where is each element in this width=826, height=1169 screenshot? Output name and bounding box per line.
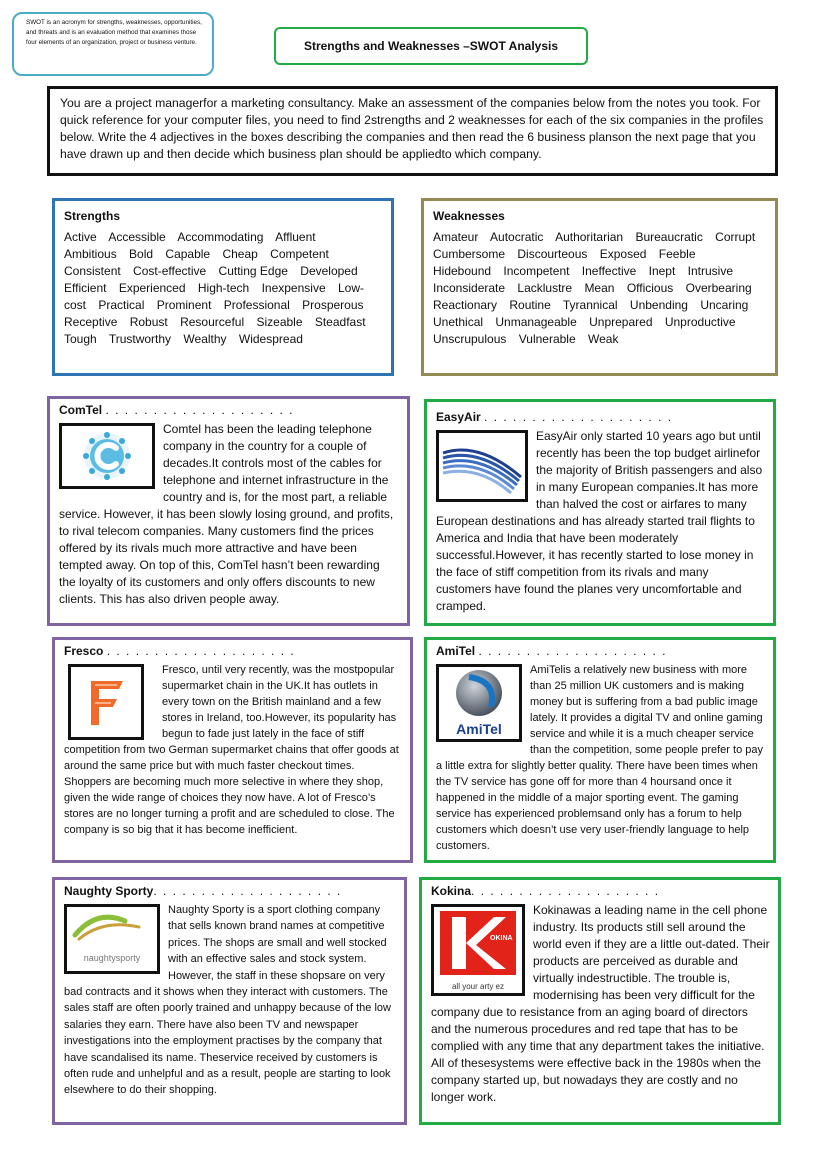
weaknesses-word: Tyrannical — [562, 298, 618, 312]
weaknesses-word: Unproductive — [664, 315, 736, 329]
strengths-word: Robust — [129, 315, 168, 329]
company-name-kokina — [431, 884, 770, 898]
strengths-word: Cost-effective — [133, 264, 207, 278]
easyair-logo — [436, 430, 528, 502]
strengths-word: Resourceful — [180, 315, 245, 329]
strengths-panel — [52, 198, 394, 376]
strengths-word: Steadfast — [314, 315, 366, 329]
company-name-easyair — [436, 410, 765, 424]
fresco-f-icon — [71, 667, 141, 737]
answer-line-amitel: . . . . . . . . . . . . . . . . . . . . — [478, 644, 667, 658]
strengths-word: Prominent — [156, 298, 212, 312]
company-naughty-sporty — [52, 877, 407, 1125]
kokina-logo-text: OKINA — [490, 935, 513, 942]
weaknesses-word: Overbearing — [685, 281, 752, 295]
strengths-word: Consistent — [64, 264, 121, 278]
company-kokina — [419, 877, 781, 1125]
company-description-amitel: AmiTelis a relatively new business with more than 25 million UK customers and is making money but is suffering from a bad public image lately. It provides a digital TV and online gaming service and while it is a much cheaper service than the competition, some people prefer to pay a little extra for slightly better quality. There have been times when the TV service has gone off for more than 4 hoursand once it happened in the middle of a major sporting event. The gaming service has experienced problemsand only has a forum to help customers which doesn’t use very user-friendly language to help customers. — [436, 664, 763, 852]
company-name-comtel-text: ComTel — [59, 403, 103, 417]
strengths-word: Accessible — [108, 230, 166, 244]
weaknesses-word: Vulnerable — [518, 332, 576, 346]
kokina-logo-tagline: all your arty ez — [451, 982, 505, 991]
company-description-kokina: Kokinawas a leading name in the cell phone industry. Its products still sell around the world even if they are a little out-dated. Their products are perceived as durable and virtually indestructible. The trouble is, modernising has been very difficult for the company due to resistance from an aging board of directors and the numerous procedures and red tape that has to be complied with any time that any department takes the initiative. All of thesesystems were effective back in the 1980s when the company started up, but nowadays they are costly and no longer work. — [431, 903, 770, 1104]
weaknesses-word: Discourteous — [517, 247, 588, 261]
weaknesses-word: Unscrupulous — [433, 332, 507, 346]
strengths-word: Ambitious — [64, 247, 117, 261]
page-title-text: Strengths and Weaknesses –SWOT Analysis — [303, 39, 559, 53]
weaknesses-word: Inept — [648, 264, 676, 278]
strengths-word: Wealthy — [183, 332, 227, 346]
strengths-word: Experienced — [118, 281, 186, 295]
company-description-fresco: Fresco, until very recently, was the mostpopular supermarket chain in the UK.It has outlets in every town on the British mainland and a few stores in Ireland, too.However, its popularity has begun to fade just lately in the face of stiff competition from two German supermarket chains that offer goods at around the same price but with much faster checkout times. Shoppers are becoming much more selective in where they shop, given the wide range of choices they now have. A lot of Fresco’s stores are no longer turning a profit and are scheduled to close. The company is so big that it has become inefficient. — [64, 664, 399, 836]
comtel-logo-icon — [62, 426, 152, 486]
weaknesses-word: Mean — [584, 281, 615, 295]
strengths-word: Bold — [129, 247, 154, 261]
amitel-globe-icon — [439, 667, 519, 719]
strengths-word: Tough — [64, 332, 97, 346]
task-instructions — [47, 86, 778, 176]
weaknesses-word: Exposed — [599, 247, 647, 261]
amitel-logo — [436, 664, 522, 742]
strengths-word: Competent — [270, 247, 329, 261]
weaknesses-word: Feeble — [658, 247, 696, 261]
strengths-word: Trustworthy — [108, 332, 172, 346]
kokina-logo — [431, 904, 525, 996]
weaknesses-word: Corrupt — [715, 230, 756, 244]
company-comtel — [47, 396, 410, 626]
weaknesses-word: Autocratic — [490, 230, 544, 244]
weaknesses-word-list — [433, 229, 767, 348]
company-easyair — [424, 399, 776, 626]
fresco-logo — [68, 664, 144, 740]
answer-line-naughty-sporty: . . . . . . . . . . . . . . . . . . . . — [153, 884, 342, 898]
company-amitel — [424, 637, 776, 863]
strengths-word: Cutting Edge — [218, 264, 288, 278]
strengths-word: Sizeable — [256, 315, 303, 329]
strengths-word: Accommodating — [177, 230, 264, 244]
page-title — [274, 27, 588, 65]
task-instructions-text: You are a project managerfor a marketing consultancy. Make an assessment of the companies below from the notes you took. For quick reference for your computer files, you need to find 2strengths and 2 weaknesses for each of the six companies in the profiles below. Write the 4 adjectives in the boxes describing the companies and then read the 6 business planson the next page that you have drawn up and then decide which business plan should be appliedto which company. — [60, 96, 764, 161]
strengths-word: Capable — [165, 247, 211, 261]
weaknesses-word: Reactionary — [433, 298, 498, 312]
acronym-note-text: SWOT is an acronym for strengths, weaknesses, opportunities, and threats and is an evaluation method that examines those four elements of an organization, project or business venture. — [26, 19, 202, 46]
weaknesses-word: Incompetent — [503, 264, 570, 278]
naughty-sporty-logo-text: naughtysporty — [83, 953, 141, 963]
strengths-word-list — [64, 229, 383, 348]
answer-line-comtel: . . . . . . . . . . . . . . . . . . . . — [105, 403, 294, 417]
weaknesses-word: Authoritarian — [555, 230, 624, 244]
weaknesses-word: Weak — [588, 332, 619, 346]
weaknesses-word: Bureaucratic — [635, 230, 703, 244]
weaknesses-panel — [421, 198, 778, 376]
weaknesses-word: Unethical — [433, 315, 484, 329]
weaknesses-word: Amateur — [433, 230, 479, 244]
comtel-logo — [59, 423, 155, 489]
strengths-word: High-tech — [197, 281, 250, 295]
company-name-amitel-text: AmiTel — [436, 644, 476, 658]
company-name-naughty-sporty — [64, 884, 396, 898]
weaknesses-word: Inconsiderate — [433, 281, 506, 295]
company-name-comtel — [59, 403, 399, 417]
weaknesses-title: Weaknesses — [433, 209, 505, 223]
company-name-fresco-text: Fresco — [64, 644, 104, 658]
weaknesses-word: Hidebound — [433, 264, 492, 278]
strengths-word: Efficient — [64, 281, 107, 295]
easyair-wing-icon — [439, 433, 525, 499]
kokina-k-icon — [434, 907, 522, 979]
weaknesses-word: Cumbersome — [433, 247, 506, 261]
weaknesses-word: Unmanageable — [495, 315, 577, 329]
company-name-fresco — [64, 644, 402, 658]
strengths-word: Inexpensive — [261, 281, 326, 295]
answer-line-easyair: . . . . . . . . . . . . . . . . . . . . — [484, 410, 673, 424]
strengths-word: Receptive — [64, 315, 118, 329]
answer-line-kokina: . . . . . . . . . . . . . . . . . . . . — [471, 884, 660, 898]
weaknesses-word: Unprepared — [589, 315, 653, 329]
company-name-kokina-text: Kokina — [431, 884, 472, 898]
company-description-naughty-sporty: Naughty Sporty is a sport clothing company that sells known brand names at competitive prices. The shops are small and well stocked with an effective sales and stock system. However, the staff in these shopsare on very bad contracts and it shows when they interact with customers. The sales staff are often poorly trained and unhappy because of the low salaries they earn. There have also been TV and newspaper investigations into the employment practises by the company that have scandalised its name. Theservice received by customers is often rude and unhelpful and as a result, people are starting to look elsewhere to do their shopping. — [64, 904, 391, 1097]
weaknesses-word: Unbending — [629, 298, 688, 312]
amitel-logo-text: AmiTel — [456, 721, 502, 737]
company-name-easyair-text: EasyAir — [436, 410, 481, 424]
strengths-word: Prosperous — [302, 298, 364, 312]
naughty-sporty-swirl-icon — [67, 907, 157, 947]
strengths-word: Affluent — [275, 230, 316, 244]
answer-line-fresco: . . . . . . . . . . . . . . . . . . . . — [106, 644, 296, 658]
strengths-word: Professional — [223, 298, 290, 312]
weaknesses-word: Uncaring — [700, 298, 749, 312]
strengths-word: Widespread — [238, 332, 303, 346]
company-name-naughty-sporty-text: Naughty Sporty — [64, 884, 154, 898]
weaknesses-word: Intrusive — [687, 264, 734, 278]
company-name-amitel — [436, 644, 765, 658]
naughty-sporty-logo — [64, 904, 160, 974]
strengths-word: Cheap — [222, 247, 258, 261]
company-description-comtel: Comtel has been the leading telephone company in the country for a couple of decades.It controls most of the cables for telephone and internet infrastructure in the country and is, for the most part, a reliable service. However, it has been slowly losing ground, and profits, to rival telecom companies. Many customers find the prices offered by its rivals much more attractive and have been tempted away. On top of this, ComTel hasn’t been rewarding the loyalty of its customers and only offers discounts to new clients. This has also driven people away. — [59, 422, 394, 606]
weaknesses-word: Ineffective — [581, 264, 637, 278]
weaknesses-word: Lacklustre — [517, 281, 573, 295]
strengths-word: Developed — [300, 264, 358, 278]
strengths-word: Active — [64, 230, 97, 244]
weaknesses-word: Routine — [509, 298, 551, 312]
strengths-word: Practical — [98, 298, 145, 312]
strengths-word: Low-cost — [64, 281, 364, 312]
weaknesses-word: Officious — [626, 281, 674, 295]
strengths-title: Strengths — [64, 209, 121, 223]
company-fresco — [52, 637, 413, 863]
acronym-note — [12, 12, 214, 76]
company-description-easyair: EasyAir only started 10 years ago but until recently has been the top budget airlinefor the majority of British passengers and also in many European companies.It has more than halved the cost or airfares to many European destinations and has already started trail flights to America and India that have been moderately successful.However, it has recently started to lose money in the face of stiff competition from its rivals and many customers have found the planes very uncomfortable and cramped. — [436, 429, 763, 613]
